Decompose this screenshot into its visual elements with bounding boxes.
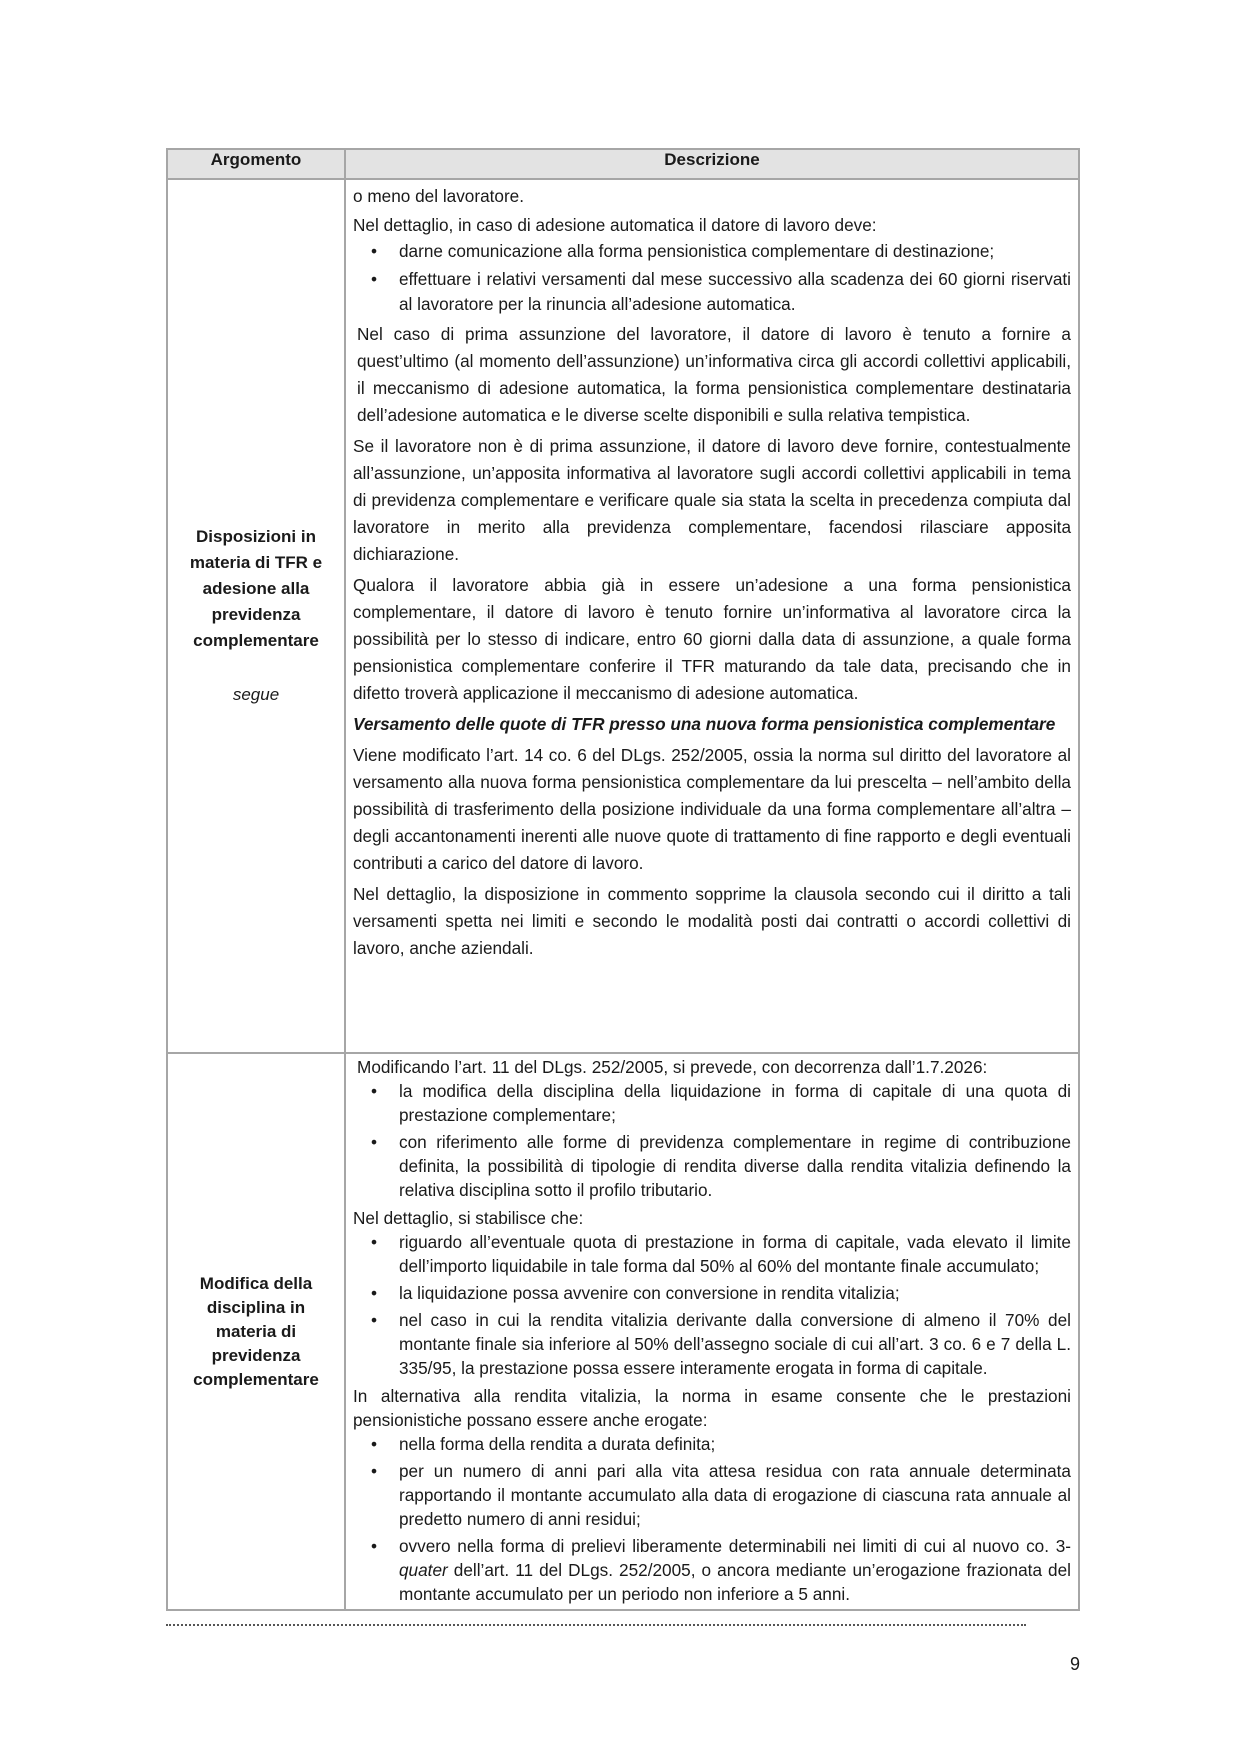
subheading: Versamento delle quote di TFR presso una nuova forma pensionistica complementare bbox=[353, 714, 1056, 734]
paragraph: Qualora il lavoratore abbia già in essere un’adesione a una forma pensionistica complementare, il datore di lavoro è tenuto fornire un’informativa al lavoratore circa la possibilità per lo stesso di indicare, entro 60 giorni dalla data di assunzione, a quale forma pensionistica complementare conferire il TFR maturando da tale data, precisando che in difetto troverà applicazione il meccanismo di adesione automatica. bbox=[353, 575, 1071, 703]
paragraph: Nel dettaglio, si stabilisce che: bbox=[353, 1208, 584, 1228]
list-item-text: ovvero nella forma di prelievi liberamente determinabili nei limiti di cui al nuovo co. 3- bbox=[399, 1536, 1071, 1556]
page-number: 9 bbox=[1069, 1654, 1080, 1674]
list-item: • nella forma della rendita a durata definita; bbox=[353, 1432, 1071, 1456]
list-item: • darne comunicazione alla forma pensionistica complementare di destinazione; bbox=[353, 239, 1071, 264]
list-item: • effettuare i relativi versamenti dal mese successivo alla scadenza dei 60 giorni riservati al lavoratore per la rinuncia all’adesione automatica. bbox=[353, 267, 1071, 317]
argomento-note: segue bbox=[232, 685, 280, 704]
list-item: • con riferimento alle forme di previdenza complementare in regime di contribuzione definita, la possibilità di tipologie di rendita diverse dalla rendita vitalizia definendo la relativa disciplina sotto il profilo tributario. bbox=[353, 1130, 1071, 1202]
descrizione-cell bbox=[345, 179, 1079, 1053]
paragraph: o meno del lavoratore. bbox=[353, 186, 525, 206]
list-item bbox=[353, 1534, 1071, 1606]
argomento-cell bbox=[167, 1053, 345, 1610]
argomento-title: Disposizioni in materia di TFR e adesione alla previdenza complementare bbox=[189, 527, 323, 650]
descrizione-cell bbox=[345, 1053, 1079, 1610]
list-item: • la liquidazione possa avvenire con conversione in rendita vitalizia; bbox=[353, 1281, 1071, 1305]
paragraph: Nel caso di prima assunzione del lavoratore, il datore di lavoro è tenuto a fornire a quest’ultimo (al momento dell’assunzione) un’informativa circa gli accordi collettivi applicabili, il meccanismo di adesione automatica, la forma pensionistica complementare destinataria dell’adesione automatica e le diverse scelte disponibili e sulla relativa tempistica. bbox=[357, 324, 1071, 425]
header-argomento: Argomento bbox=[167, 149, 345, 179]
paragraph: Modificando l’art. 11 del DLgs. 252/2005, si prevede, con decorrenza dall’1.7.2026: bbox=[357, 1057, 988, 1077]
list-item: • nel caso in cui la rendita vitalizia derivante dalla conversione di almeno il 70% del montante finale sia inferiore al 50% dell’assegno sociale di cui all’art. 3 co. 6 e 7 della L. 335/95, la prestazione possa essere interamente erogata in forma di capitale. bbox=[353, 1308, 1071, 1380]
header-descrizione: Descrizione bbox=[345, 149, 1079, 179]
bullet-list bbox=[353, 1230, 1071, 1380]
list-item-italic: quater bbox=[399, 1560, 448, 1580]
paragraph: Nel dettaglio, in caso di adesione automatica il datore di lavoro deve: bbox=[353, 215, 877, 235]
footer-divider bbox=[166, 1624, 1026, 1626]
paragraph: Se il lavoratore non è di prima assunzione, il datore di lavoro deve fornire, contestualmente all’assunzione, un’apposita informativa al lavoratore sugli accordi collettivi applicabili in tema di previdenza complementare e verificare quale sia stata la scelta in precedenza compiuta dal lavoratore in merito alla previdenza complementare, facendosi rilasciare apposita dichiarazione. bbox=[353, 436, 1071, 564]
bullet-list bbox=[353, 1432, 1071, 1606]
list-item: • per un numero di anni pari alla vita attesa residua con rata annuale determinata rapportando il montante accumulato alla data di erogazione di ciascuna rata annuale al predetto numero di anni residui; bbox=[353, 1459, 1071, 1531]
bullet-list bbox=[353, 239, 1071, 317]
table-row bbox=[167, 1053, 1079, 1610]
paragraph: Viene modificato l’art. 14 co. 6 del DLgs. 252/2005, ossia la norma sul diritto del lavoratore al versamento alla nuova forma pensionistica complementare da lui prescelta – nell’ambito della possibilità di trasferimento della posizione individuale da una forma complementare all’altra – degli accantonamenti inerenti alle nuove quote di trattamento di fine rapporto e degli eventuali contributi a carico del datore di lavoro. bbox=[353, 745, 1071, 873]
argomento-title: Modifica della disciplina in materia di previdenza complementare bbox=[193, 1273, 319, 1389]
list-item-text: dell’art. 11 del DLgs. 252/2005, o ancora mediante un’erogazione frazionata del montante accumulato per un periodo non inferiore a 5 anni. bbox=[399, 1560, 1071, 1604]
table-row bbox=[167, 179, 1079, 1053]
paragraph: Nel dettaglio, la disposizione in commento sopprime la clausola secondo cui il diritto a tali versamenti spetta nei limiti e secondo le modalità posti dai contratti o accordi collettivi di lavoro, anche aziendali. bbox=[353, 884, 1071, 958]
list-item: • la modifica della disciplina della liquidazione in forma di capitale di una quota di prestazione complementare; bbox=[353, 1079, 1071, 1127]
argomento-cell bbox=[167, 179, 345, 1053]
content-table bbox=[166, 148, 1080, 1611]
paragraph: In alternativa alla rendita vitalizia, la norma in esame consente che le prestazioni pensionistiche possano essere anche erogate: bbox=[353, 1386, 1071, 1430]
bullet-list bbox=[353, 1079, 1071, 1202]
list-item: • riguardo all’eventuale quota di prestazione in forma di capitale, vada elevato il limite dell’importo liquidabile in tale forma dal 50% al 60% del montante finale accumulato; bbox=[353, 1230, 1071, 1278]
table-header-row bbox=[167, 149, 1079, 179]
